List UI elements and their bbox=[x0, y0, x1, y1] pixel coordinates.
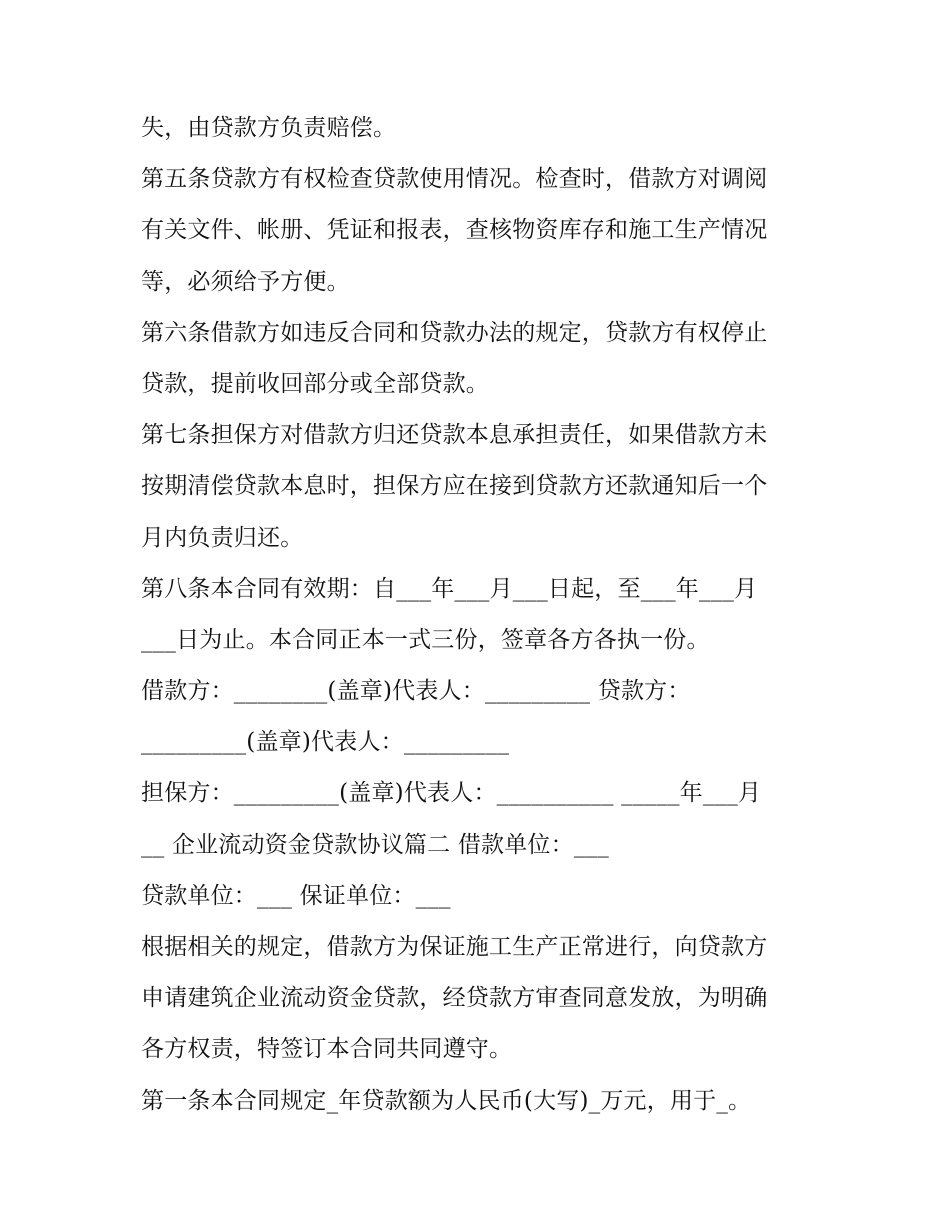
text-line: 月内负责归还。 bbox=[141, 524, 304, 551]
text-line: _________(盖章)代表人：_________ bbox=[141, 729, 510, 756]
text-line: 等，必须给予方便。 bbox=[141, 268, 350, 295]
text-line: 根据相关的规定，借款方为保证施工生产正常进行，向贷款方 bbox=[141, 934, 768, 960]
contract-text bbox=[141, 103, 821, 1127]
text-line: 担保方：_________(盖章)代表人：__________ _____年___月 bbox=[141, 780, 762, 807]
text-line: 有关文件、帐册、凭证和报表，查核物资库存和施工生产情况 bbox=[141, 217, 768, 244]
text-line: __ 企业流动资金贷款协议篇二 借款单位：___ bbox=[141, 831, 609, 858]
text-line: 申请建筑企业流动资金贷款，经贷款方审查同意发放，为明确 bbox=[141, 985, 768, 1012]
text-line: 第六条借款方如违反合同和贷款办法的规定，贷款方有权停止 bbox=[141, 319, 768, 346]
text-line: 借款方：________(盖章)代表人：_________ 贷款方： bbox=[141, 678, 691, 705]
text-line: 贷款，提前收回部分或全部贷款。 bbox=[141, 370, 489, 397]
text-line: 失，由贷款方负责赔偿。 bbox=[141, 115, 397, 141]
text-line: 贷款单位：___ 保证单位：___ bbox=[141, 882, 451, 909]
text-line: 第八条本合同有效期：自___年___月___日起，至___年___月 bbox=[141, 575, 758, 602]
text-line: ___日为止。本合同正本一式三份，签章各方各执一份。 bbox=[141, 626, 710, 653]
text-line: 各方权责，特签订本合同共同遵守。 bbox=[141, 1036, 513, 1063]
text-line: 按期清偿贷款本息时，担保方应在接到贷款方还款通知后一个 bbox=[141, 473, 768, 500]
text-line: 第五条贷款方有权检查贷款使用情况。检查时，借款方对调阅 bbox=[141, 166, 768, 193]
text-line: 第一条本合同规定_年贷款额为人民币(大写)_万元，用于_。 bbox=[141, 1087, 752, 1114]
text-line: 第七条担保方对借款方归还贷款本息承担责任，如果借款方未 bbox=[141, 422, 768, 449]
